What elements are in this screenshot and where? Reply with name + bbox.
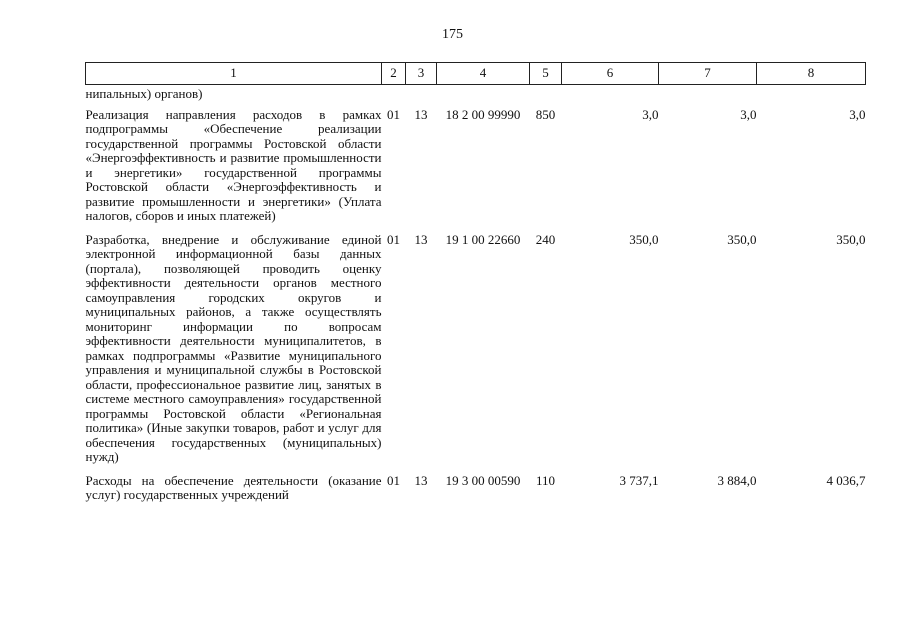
row-target-article: 19 1 00 22660: [445, 231, 521, 247]
row-subsection-code: 13: [414, 231, 428, 247]
continuation-text: нипальных) органов): [85, 86, 203, 101]
row-description: Разработка, внедрение и обслуживание единой электронной информационной базы данных (портала), позволяющей проводить оценку эффективности деятельности органов местного самоуправления городских округов и муниципальных районов, а также осуществлять мониторинг информации по вопросам эффективности деятельности муниципалитетов, в рамках подпрограммы «Развитие муниципального управления и муниципальной службы в Ростовской области, профессиональное развитие лиц, занятых в системе местного самоуправления» государственной программы Ростовской области «Региональная политика» (Иные закупки товаров, работ и услуг для обеспечения государственных (муниципальных) нужд): [85, 231, 382, 464]
row-expense-type: 110: [535, 472, 556, 488]
row-amount-year-1: 3,0: [642, 106, 659, 122]
row-expense-type: 240: [535, 231, 556, 247]
row-target-article: 19 3 00 00590: [445, 472, 521, 488]
row-target-article: 18 2 00 99990: [445, 106, 521, 122]
row-expense-type: 850: [535, 106, 556, 122]
row-subsection-code: 13: [414, 472, 428, 488]
table-row-continuation: [86, 85, 866, 108]
column-header-6: 6: [562, 63, 659, 85]
table-row: [86, 108, 866, 233]
column-header-5: 5: [530, 63, 562, 85]
row-amount-year-1: 350,0: [629, 231, 659, 247]
row-section-code: 01: [387, 472, 400, 488]
row-amount-year-2: 350,0: [727, 231, 757, 247]
row-subsection-code: 13: [414, 106, 428, 122]
row-amount-year-2: 3 884,0: [717, 472, 757, 488]
table-row: [86, 233, 866, 474]
row-amount-year-2: 3,0: [740, 106, 757, 122]
column-header-1: 1: [86, 63, 382, 85]
row-section-code: 01: [387, 106, 400, 122]
row-section-code: 01: [387, 231, 400, 247]
table-header-row: [86, 63, 866, 85]
column-header-4: 4: [437, 63, 530, 85]
column-header-3: 3: [406, 63, 437, 85]
row-description: Реализация направления расходов в рамках подпрограммы «Обеспечение реализации государственной программы Ростовской области «Энергоэффективность и развитие промышленности и энергетики» государственной программы Ростовской области «Энергоэффективность и развитие промышленности и энергетики» (Уплата налогов, сборов и иных платежей): [85, 106, 382, 223]
budget-table: [85, 62, 866, 512]
row-amount-year-1: 3 737,1: [619, 472, 659, 488]
row-amount-year-3: 3,0: [849, 106, 866, 122]
column-header-8: 8: [757, 63, 866, 85]
row-amount-year-3: 4 036,7: [826, 472, 866, 488]
column-header-7: 7: [659, 63, 757, 85]
table-row: [86, 474, 866, 512]
column-header-2: 2: [382, 63, 406, 85]
row-description: Расходы на обеспечение деятельности (оказание услуг) государственных учреждений: [85, 472, 382, 502]
row-amount-year-3: 350,0: [836, 231, 866, 247]
page-number: 175: [442, 27, 463, 42]
